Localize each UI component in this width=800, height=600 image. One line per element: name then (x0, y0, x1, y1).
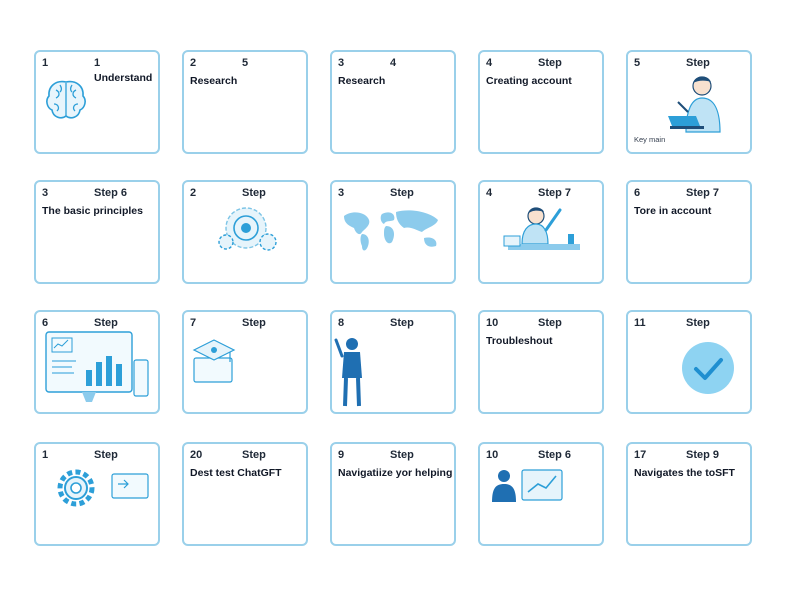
person-chart-icon (486, 466, 566, 506)
card-number: 3 (42, 187, 49, 199)
gear-icon (54, 466, 154, 510)
card-number: 2 (190, 57, 197, 69)
card-step: Step (94, 317, 118, 329)
card-number: 9 (338, 449, 345, 461)
card-step: Step 7 (538, 187, 572, 199)
card-number: 2 (190, 187, 197, 199)
step-card (478, 50, 604, 154)
card-step: Step (538, 57, 562, 69)
card-step: Step (538, 317, 562, 329)
step-card (330, 180, 456, 284)
card-number: 3 (338, 187, 345, 199)
card-title: Dest test ChatGFT (190, 467, 282, 479)
brain-icon (42, 76, 90, 124)
card-number: 5 (634, 57, 641, 69)
card-step: Step 9 (686, 449, 720, 461)
step-card (182, 310, 308, 414)
step-card (478, 180, 604, 284)
card-title: Understand (94, 72, 153, 84)
card-number: 10 (486, 449, 499, 461)
world-map-icon (338, 206, 448, 256)
step-card (478, 442, 604, 546)
card-number: 4 (486, 187, 493, 199)
presenter-icon (334, 334, 370, 410)
card-number: 1 (42, 449, 49, 461)
card-step: Step (686, 317, 710, 329)
step-card (626, 180, 752, 284)
card-number: 4 (486, 57, 493, 69)
step-card (34, 442, 160, 546)
step-card (182, 180, 308, 284)
card-step: Step (242, 449, 266, 461)
step-card (182, 50, 308, 154)
card-number: 17 (634, 449, 647, 461)
card-step: Step (390, 317, 414, 329)
card-number: 7 (190, 317, 197, 329)
steps-grid (34, 50, 758, 558)
step-card (478, 310, 604, 414)
card-step: 4 (390, 57, 397, 69)
card-step: Step 7 (686, 187, 720, 199)
dashboard-icon (42, 330, 154, 410)
step-card (34, 50, 160, 154)
gears-icon (212, 202, 282, 256)
card-title: Creating account (486, 75, 572, 87)
person-desk-icon (498, 202, 588, 258)
card-number: 3 (338, 57, 345, 69)
card-step: Step (242, 187, 266, 199)
card-title: Research (190, 75, 238, 87)
card-title: The basic principles (42, 205, 143, 217)
card-step: Step (390, 187, 414, 199)
card-number: 8 (338, 317, 345, 329)
card-number: 6 (42, 317, 49, 329)
step-card (626, 442, 752, 546)
step-card (330, 442, 456, 546)
card-number: 6 (634, 187, 641, 199)
card-step: Step 6 (94, 187, 128, 199)
check-circle-icon (680, 340, 736, 396)
card-title: Research (338, 75, 386, 87)
card-step: 5 (242, 57, 249, 69)
card-number: 1 (42, 57, 49, 69)
card-number: 11 (634, 317, 646, 329)
card-title: Navigatiize yor helping (338, 467, 453, 479)
card-step: 1 (94, 57, 101, 69)
card-step: Step (242, 317, 266, 329)
card-caption: Key main (634, 134, 666, 144)
step-card (34, 180, 160, 284)
card-number: 20 (190, 449, 203, 461)
card-title: Tore in account (634, 205, 712, 217)
card-step: Step (94, 449, 118, 461)
step-card (330, 50, 456, 154)
card-title: Navigates the toSFT (634, 467, 735, 479)
step-card (330, 310, 456, 414)
step-card (626, 50, 752, 154)
card-step: Step 6 (538, 449, 572, 461)
step-card (626, 310, 752, 414)
card-number: 10 (486, 317, 499, 329)
card-title: Troubleshout (486, 335, 553, 347)
card-step: Step (390, 449, 414, 461)
graduation-icon (190, 334, 240, 386)
card-step: Step (686, 57, 710, 69)
step-card (34, 310, 160, 414)
person-laptop-icon (658, 72, 742, 136)
step-card (182, 442, 308, 546)
